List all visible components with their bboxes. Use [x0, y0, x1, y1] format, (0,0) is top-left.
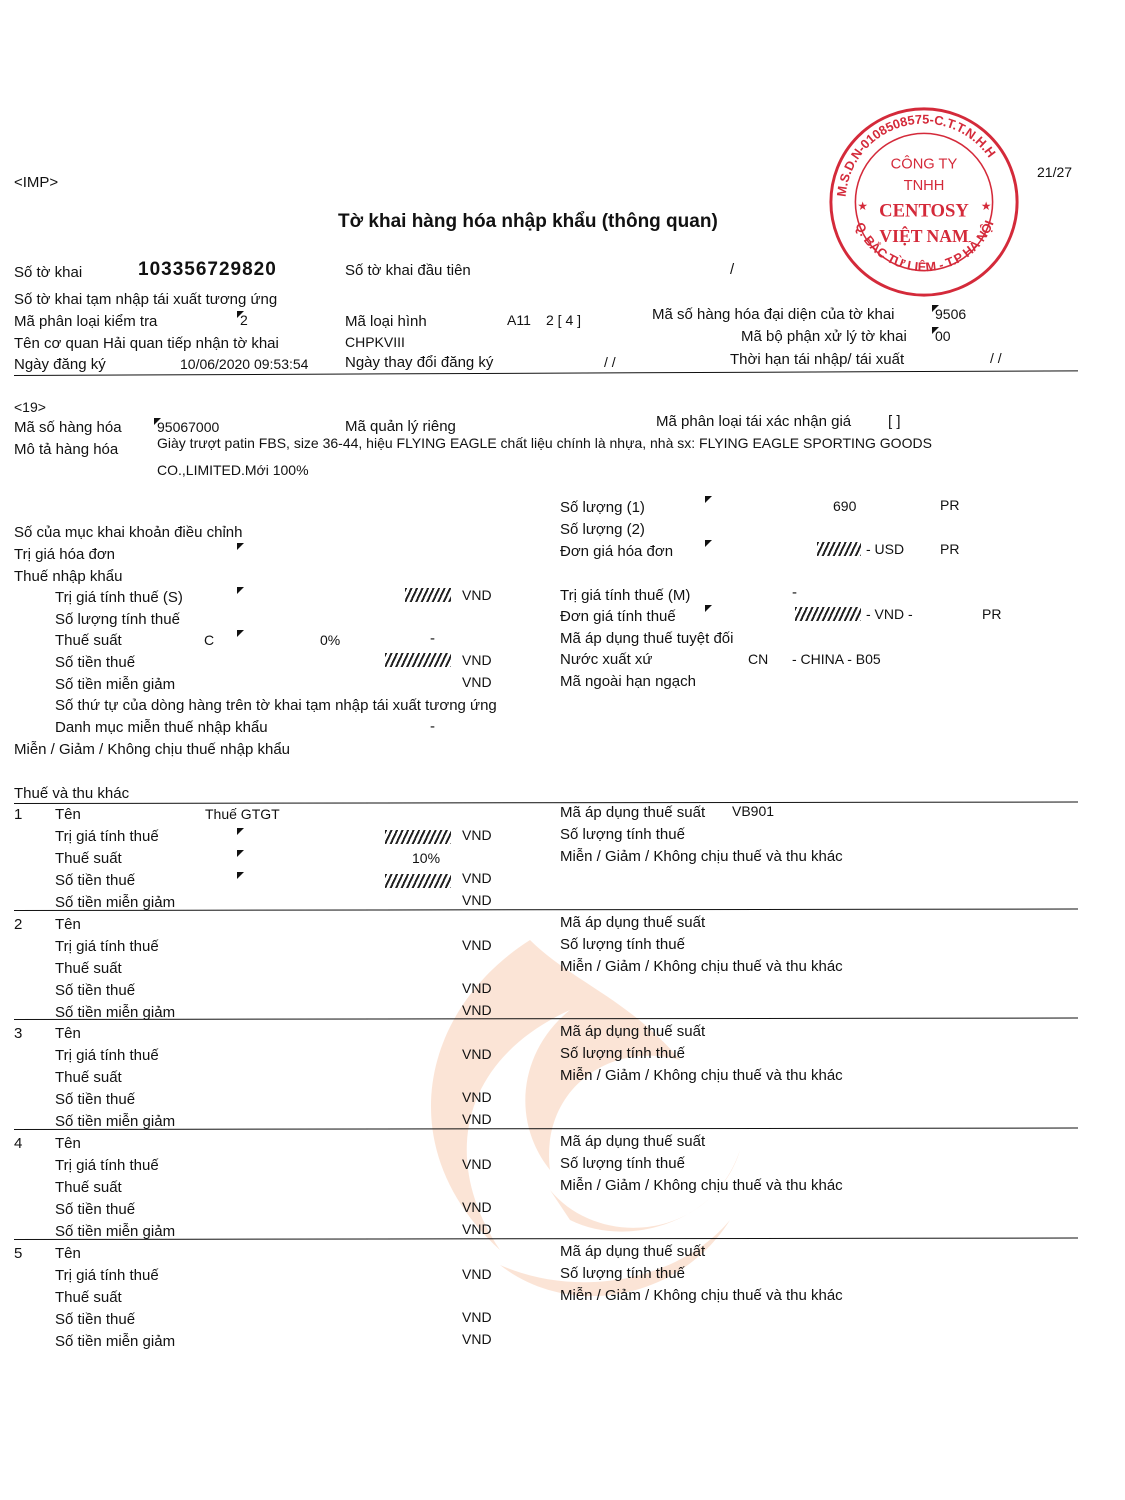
seal-ring-bottom: Q. BẮC TỪ LIÊM - T.P HÀ NỘI: [852, 218, 997, 275]
mo-ta-label: Mô tả hàng hóa: [14, 441, 119, 458]
nuoc-xuat-xu-value: - CHINA - B05: [792, 651, 881, 667]
flag-mark: [237, 828, 244, 835]
so-tien-thue-label: Số tiền thuế: [55, 654, 136, 671]
tri-gia-tinh-thue-s-label: Trị giá tính thuế (S): [55, 589, 183, 606]
so-to-khai-dau-tien-value: /: [730, 261, 735, 278]
tax-rate-label: Thuế suất: [55, 960, 122, 977]
tax-exempt-label: Số tiền miễn giảm: [55, 1223, 176, 1240]
ma-loai-hinh-extra: 2 [ 4 ]: [546, 312, 582, 328]
tax-quantity-label: Số lượng tính thuế: [560, 826, 685, 843]
tax-code-label: Mã áp dụng thuế suất: [560, 1133, 706, 1150]
nuoc-xuat-xu-code: CN: [748, 651, 769, 667]
tax-base-label: Trị giá tính thuế: [55, 938, 159, 955]
divider: [14, 802, 1078, 804]
tax-base-label: Trị giá tính thuế: [55, 1267, 159, 1284]
tax-row-number: 4: [14, 1135, 23, 1152]
don-gia-hd-label: Đơn giá hóa đơn: [560, 543, 674, 560]
tax-base-label: Trị giá tính thuế: [55, 828, 159, 845]
tax-quantity-label: Số lượng tính thuế: [560, 1155, 685, 1172]
ma-quan-ly-label: Mã quản lý riêng: [345, 418, 456, 435]
tax-amount-label: Số tiền thuế: [55, 1091, 136, 1108]
seal-ring-text: M.S.D.N-0108508575-C.T.T.N.H.H: [833, 111, 999, 198]
tax-amount-unit: VND: [462, 1309, 492, 1325]
danh-muc-label: Danh mục miễn thuế nhập khẩu: [55, 719, 268, 736]
tax-rate-label: Thuế suất: [55, 1179, 122, 1196]
so-tien-mien-giam-unit: VND: [462, 674, 492, 690]
ma-bo-phan-label: Mã bộ phận xử lý tờ khai: [741, 328, 907, 345]
ma-so-hh-dai-dien-value: 9506: [935, 306, 967, 322]
tax-base-unit: VND: [462, 937, 492, 953]
ma-bo-phan-value: 00: [935, 328, 951, 344]
thue-suat-value: 0%: [320, 632, 341, 648]
tax-row-number: 3: [14, 1025, 23, 1042]
tax-exemption-label: Miễn / Giảm / Không chịu thuế và thu khác: [560, 1177, 843, 1194]
tax-rate-label: Thuế suất: [55, 850, 122, 867]
tax-row-number: 1: [14, 806, 23, 823]
so-thu-tu-label: Số thứ tự của dòng hàng trên tờ khai tạm nhập tái xuất tương ứng: [55, 697, 497, 714]
ngay-thay-doi-label: Ngày thay đổi đăng ký: [345, 354, 494, 371]
tax-name-label: Tên: [55, 1135, 81, 1152]
ten-co-quan-label: Tên cơ quan Hải quan tiếp nhận tờ khai: [14, 335, 279, 352]
ma-ngoai-han-ngach-label: Mã ngoài hạn ngạch: [560, 673, 696, 690]
flag-mark: [237, 630, 244, 637]
flag-mark: [237, 543, 244, 550]
svg-text:CENTOSY: CENTOSY: [879, 200, 969, 222]
divider: [14, 909, 1078, 911]
tri-gia-hd-label: Trị giá hóa đơn: [14, 546, 116, 563]
ma-phan-loai-value: 2: [240, 312, 248, 328]
tax-exempt-unit: VND: [462, 892, 492, 908]
redacted-value: [385, 830, 451, 844]
ma-loai-hinh-label: Mã loại hình: [345, 313, 427, 330]
tax-exempt-unit: VND: [462, 1221, 492, 1237]
redacted-value: [817, 542, 861, 556]
ma-so-hh-value: 95067000: [157, 419, 220, 435]
thoi-han-value: / /: [990, 350, 1002, 366]
svg-text:★: ★: [980, 199, 992, 213]
tax-rate-value: 10%: [412, 850, 441, 866]
so-luong2-label: Số lượng (2): [560, 521, 645, 538]
so-tien-thue-unit: VND: [462, 652, 492, 668]
tax-base-label: Trị giá tính thuế: [55, 1157, 159, 1174]
flag-mark: [705, 540, 712, 547]
tax-base-unit: VND: [462, 1046, 492, 1062]
tax-base-unit: VND: [462, 1156, 492, 1172]
mo-ta-line2: CO.,LIMITED.Mới 100%: [157, 462, 309, 478]
tax-name-value: Thuế GTGT: [205, 806, 280, 822]
tax-exempt-unit: VND: [462, 1111, 492, 1127]
so-to-khai-value: 103356729820: [138, 259, 277, 280]
redacted-value: [385, 653, 451, 667]
tax-name-label: Tên: [55, 1245, 81, 1262]
tax-amount-unit: VND: [462, 1089, 492, 1105]
ngay-thay-doi-value: / /: [604, 354, 616, 370]
company-seal: [826, 104, 1022, 300]
tax-quantity-label: Số lượng tính thuế: [560, 1265, 685, 1282]
thoi-han-label: Thời hạn tái nhập/ tái xuất: [730, 351, 905, 368]
nuoc-xuat-xu-label: Nước xuất xứ: [560, 651, 653, 668]
so-to-khai-dau-tien-label: Số tờ khai đầu tiên: [345, 262, 471, 279]
ngay-dang-ky-value: 10/06/2020 09:53:54: [180, 356, 309, 372]
so-luong1-value: 690: [833, 498, 857, 514]
tax-amount-unit: VND: [462, 980, 492, 996]
tax-base-unit: VND: [462, 827, 492, 843]
svg-text:VIỆT NAM: VIỆT NAM: [879, 226, 969, 247]
tri-gia-tinh-thue-m-label: Trị giá tính thuế (M): [560, 587, 691, 604]
tax-quantity-label: Số lượng tính thuế: [560, 936, 685, 953]
flag-mark: [705, 605, 712, 612]
svg-text:★: ★: [857, 199, 868, 213]
so-cua-muc-label: Số của mục khai khoản điều chỉnh: [14, 524, 243, 541]
other-taxes-title: Thuế và thu khác: [14, 785, 130, 802]
don-gia-tinh-thue-currency: - VND -: [866, 606, 913, 622]
tax-exempt-unit: VND: [462, 1002, 492, 1018]
tax-row-number: 5: [14, 1245, 23, 1262]
tax-code-label: Mã áp dụng thuế suất: [560, 1023, 706, 1040]
flag-mark: [237, 850, 244, 857]
tax-exemption-label: Miễn / Giảm / Không chịu thuế và thu khác: [560, 848, 843, 865]
ngay-dang-ky-label: Ngày đăng ký: [14, 356, 106, 373]
page-number: 21/27: [1037, 164, 1073, 180]
don-gia-hd-currency: - USD: [866, 541, 905, 557]
mien-giam-nk-label: Miễn / Giảm / Không chịu thuế nhập khẩu: [14, 741, 291, 758]
tam-nhap-label: Số tờ khai tạm nhập tái xuất tương ứng: [14, 291, 278, 308]
thue-suat-dash: -: [430, 630, 435, 647]
tax-amount-unit: VND: [462, 870, 492, 886]
tax-rate-label: Thuế suất: [55, 1289, 122, 1306]
tri-gia-tinh-thue-m-value: -: [792, 584, 797, 601]
flag-mark: [705, 496, 712, 503]
tax-exemption-label: Miễn / Giảm / Không chịu thuế và thu khác: [560, 1067, 843, 1084]
so-luong-tinh-thue-label: Số lượng tính thuế: [55, 611, 180, 628]
ma-ap-dung-tuyet-doi-label: Mã áp dụng thuế tuyệt đối: [560, 630, 734, 647]
tax-exempt-label: Số tiền miễn giảm: [55, 1004, 176, 1021]
don-gia-tinh-thue-label: Đơn giá tính thuế: [560, 608, 676, 625]
tax-amount-unit: VND: [462, 1199, 492, 1215]
ma-phan-loai-tai-xac-value: [ ]: [888, 413, 901, 430]
tax-name-label: Tên: [55, 916, 81, 933]
so-luong1-label: Số lượng (1): [560, 499, 645, 516]
tax-amount-label: Số tiền thuế: [55, 872, 136, 889]
tax-exemption-label: Miễn / Giảm / Không chịu thuế và thu khác: [560, 1287, 843, 1304]
tax-base-unit: VND: [462, 1266, 492, 1282]
tax-exemption-label: Miễn / Giảm / Không chịu thuế và thu khác: [560, 958, 843, 975]
so-luong1-unit: PR: [940, 497, 960, 513]
ma-loai-hinh-value: A11: [507, 312, 531, 328]
item-index: <19>: [14, 399, 46, 415]
ma-so-hh-dai-dien-label: Mã số hàng hóa đại diện của tờ khai: [652, 306, 895, 323]
don-gia-hd-unit: PR: [940, 541, 960, 557]
svg-text:CÔNG TY: CÔNG TY: [890, 156, 958, 173]
tax-exempt-unit: VND: [462, 1331, 492, 1347]
tax-code-label: Mã áp dụng thuế suất: [560, 914, 706, 931]
redacted-value: [795, 607, 861, 621]
don-gia-tinh-thue-unit: PR: [982, 606, 1002, 622]
tax-rate-label: Thuế suất: [55, 1069, 122, 1086]
redacted-value: [405, 588, 451, 602]
thue-suat-label: Thuế suất: [55, 632, 122, 649]
tax-code-label: Mã áp dụng thuế suất: [560, 1243, 706, 1260]
so-tien-mien-giam-label: Số tiền miễn giảm: [55, 676, 176, 693]
tax-amount-label: Số tiền thuế: [55, 1201, 136, 1218]
thue-nk-label: Thuế nhập khẩu: [14, 568, 123, 585]
mo-ta-line1: Giày trượt patin FBS, size 36-44, hiệu FLYING EAGLE chất liệu chính là nhựa, nhà sx: FLYING EAGLE SPORTING GOODS: [157, 435, 932, 451]
ma-phan-loai-label: Mã phân loại kiểm tra: [14, 313, 158, 330]
tax-exempt-label: Số tiền miễn giảm: [55, 894, 176, 911]
page-title: Tờ khai hàng hóa nhập khẩu (thông quan): [338, 211, 718, 232]
flag-mark: [237, 872, 244, 879]
tax-exempt-label: Số tiền miễn giảm: [55, 1333, 176, 1350]
tax-exempt-label: Số tiền miễn giảm: [55, 1113, 176, 1130]
tax-code-value: VB901: [732, 803, 775, 819]
divider: [14, 370, 1078, 376]
svg-text:TNHH: TNHH: [903, 178, 945, 195]
tax-base-label: Trị giá tính thuế: [55, 1047, 159, 1064]
imp-label: <IMP>: [14, 174, 59, 191]
tri-gia-tinh-thue-s-unit: VND: [462, 587, 492, 603]
tax-amount-label: Số tiền thuế: [55, 982, 136, 999]
tax-code-label: Mã áp dụng thuế suất: [560, 804, 706, 821]
ma-so-hh-label: Mã số hàng hóa: [14, 419, 122, 436]
redacted-value: [385, 874, 451, 888]
thue-suat-code: C: [204, 632, 215, 648]
tax-name-label: Tên: [55, 1025, 81, 1042]
tax-name-label: Tên: [55, 806, 81, 823]
danh-muc-dash: -: [430, 718, 435, 735]
tax-row-number: 2: [14, 916, 23, 933]
tax-quantity-label: Số lượng tính thuế: [560, 1045, 685, 1062]
tax-amount-label: Số tiền thuế: [55, 1311, 136, 1328]
so-to-khai-label: Số tờ khai: [14, 264, 83, 281]
ten-co-quan-value: CHPKVIII: [345, 334, 405, 350]
flag-mark: [237, 587, 244, 594]
ma-phan-loai-tai-xac-label: Mã phân loại tái xác nhận giá: [656, 413, 852, 430]
